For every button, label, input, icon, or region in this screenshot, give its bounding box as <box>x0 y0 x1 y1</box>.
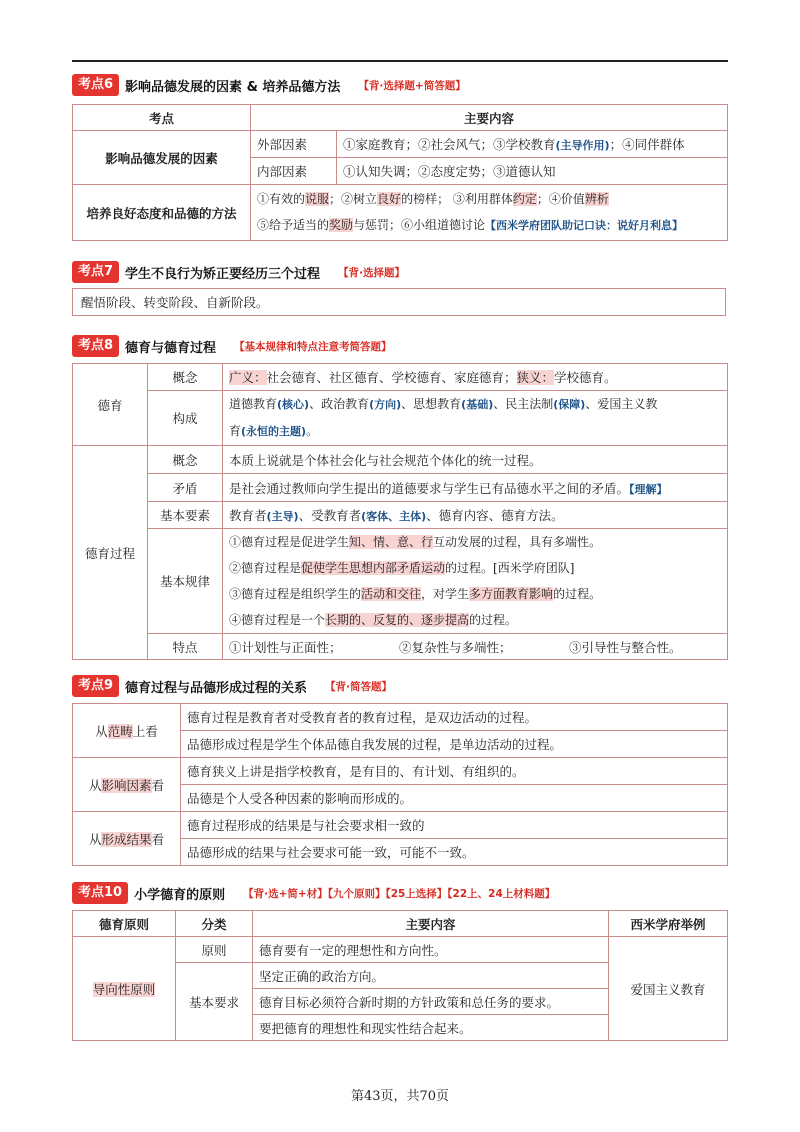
cell-text: 是社会通过教师向学生提出的道德要求与学生已有品德水平之间的矛盾。【理解】 <box>223 474 728 502</box>
section-header-10 <box>72 882 555 904</box>
section-badge: 考点6 <box>72 74 119 96</box>
section-tag: 【背·选择题+简答题】 <box>358 79 466 92</box>
table-header: 主要内容 <box>253 911 609 937</box>
cell-text: 德育目标必须符合新时期的方针政策和总任务的要求。 <box>253 989 609 1015</box>
section-header-9 <box>72 675 392 697</box>
section-badge: 考点10 <box>72 882 128 904</box>
sub-label: 概念 <box>148 446 223 474</box>
sub-label: 构成 <box>148 391 223 446</box>
table-header: 西米学府举例 <box>609 911 728 937</box>
section-title: 德育与德育过程 <box>125 340 217 356</box>
cell-text: 要把德育的理想性和现实性结合起来。 <box>253 1015 609 1041</box>
header-rule <box>72 60 728 62</box>
section-tag: 【基本规律和特点注意考简答题】 <box>234 340 392 353</box>
cell-text: 德育要有一定的理想性和方向性。 <box>253 937 609 963</box>
page-number: 第43页，共70页 <box>350 1089 450 1104</box>
table-factors-methods <box>72 104 728 241</box>
cell-text: 道德教育(核心)、政治教育(方向)、思想教育(基础)、民主法制(保障)、爱国主义教 育(永恒的主题)。 <box>223 391 728 446</box>
section-tag: 【背·选+简+材】【九个原则】【25上选择】【22上、24上材料题】 <box>243 887 556 900</box>
row-label: 从影响因素看 <box>73 758 181 812</box>
principle-name: 导向性原则 <box>73 937 176 1041</box>
cell-text: 德育过程形成的结果是与社会要求相一致的 <box>181 812 728 839</box>
content-box: 醒悟阶段、转变阶段、自新阶段。 <box>72 288 726 316</box>
example-cell: 爱国主义教育 <box>609 937 728 1041</box>
cell-text: ①有效的说服；②树立良好的榜样； ③利用群体约定；④价值辨析 ⑤给予适当的奖励与惩罚；⑥小组道德讨论【西米学府团队助记口诀：说好月利息】 <box>251 185 728 241</box>
row-label: 德育 <box>73 364 148 446</box>
sub-label: 基本规律 <box>148 529 223 634</box>
sub-label: 外部因素 <box>251 131 337 158</box>
sub-label: 矛盾 <box>148 474 223 502</box>
cell-text: 品德形成的结果与社会要求可能一致，可能不一致。 <box>181 839 728 866</box>
row-label: 德育过程 <box>73 446 148 660</box>
section-header-7 <box>72 261 405 283</box>
table-relationship <box>72 703 728 866</box>
cell-text: 德育过程是教育者对受教育者的教育过程，是双边活动的过程。 <box>181 704 728 731</box>
cell-text: ①计划性与正面性； ②复杂性与多端性； ③引导性与整合性。 <box>223 634 728 660</box>
sub-label: 基本要求 <box>176 963 253 1041</box>
section-badge: 考点7 <box>72 261 119 283</box>
table-header: 考点 <box>73 105 251 131</box>
table-header: 德育原则 <box>73 911 176 937</box>
section-header-6 <box>72 74 466 96</box>
cell-text: 品德是个人受各种因素的影响而形成的。 <box>181 785 728 812</box>
sub-label: 基本要素 <box>148 502 223 529</box>
section-badge: 考点9 <box>72 675 119 697</box>
sub-label: 概念 <box>148 364 223 391</box>
section-header-8 <box>72 335 392 357</box>
section-tag: 【背·选择题】 <box>338 266 406 279</box>
cell-text: ①德育过程是促进学生知、情、意、行互动发展的过程，具有多端性。 ②德育过程是促使学生思想内部矛盾运动的过程。[西米学府团队] ③德育过程是组织学生的活动和交往，对学生多方面教育影响的过程。 ④德育过程是一个长期的、反复的、逐步提高的过程。 <box>223 529 728 634</box>
table-moral-education <box>72 363 728 660</box>
sub-label: 原则 <box>176 937 253 963</box>
cell-text: 德育狭义上讲是指学校教育，是有目的、有计划、有组织的。 <box>181 758 728 785</box>
row-label: 影响品德发展的因素 <box>73 131 251 185</box>
cell-text: ①认知失调；②态度定势；③道德认知 <box>337 158 728 185</box>
cell-text: 教育者(主导)、受教育者(客体、主体)、德育内容、德育方法。 <box>223 502 728 529</box>
cell-text: 本质上说就是个体社会化与社会规范个体化的统一过程。 <box>223 446 728 474</box>
cell-text: 品德形成过程是学生个体品德自我发展的过程，是单边活动的过程。 <box>181 731 728 758</box>
row-label: 从范畴上看 <box>73 704 181 758</box>
section-title: 德育过程与品德形成过程的关系 <box>125 680 308 696</box>
section-title: 影响品德发展的因素 & 培养品德方法 <box>125 79 341 95</box>
table-header: 主要内容 <box>251 105 728 131</box>
section-title: 小学德育的原则 <box>134 887 226 903</box>
sub-label: 特点 <box>148 634 223 660</box>
cell-text: ①家庭教育；②社会风气；③学校教育(主导作用)；④同伴群体 <box>337 131 728 158</box>
cell-text: 坚定正确的政治方向。 <box>253 963 609 989</box>
sub-label: 内部因素 <box>251 158 337 185</box>
row-label: 从形成结果看 <box>73 812 181 866</box>
row-label: 培养良好态度和品德的方法 <box>73 185 251 241</box>
section-badge: 考点8 <box>72 335 119 357</box>
table-principles <box>72 910 728 1041</box>
section-title: 学生不良行为矫正要经历三个过程 <box>125 266 321 282</box>
table-header: 分类 <box>176 911 253 937</box>
cell-text: 广义：社会德育、社区德育、学校德育、家庭德育；狭义：学校德育。 <box>223 364 728 391</box>
section-tag: 【背·简答题】 <box>325 680 393 693</box>
